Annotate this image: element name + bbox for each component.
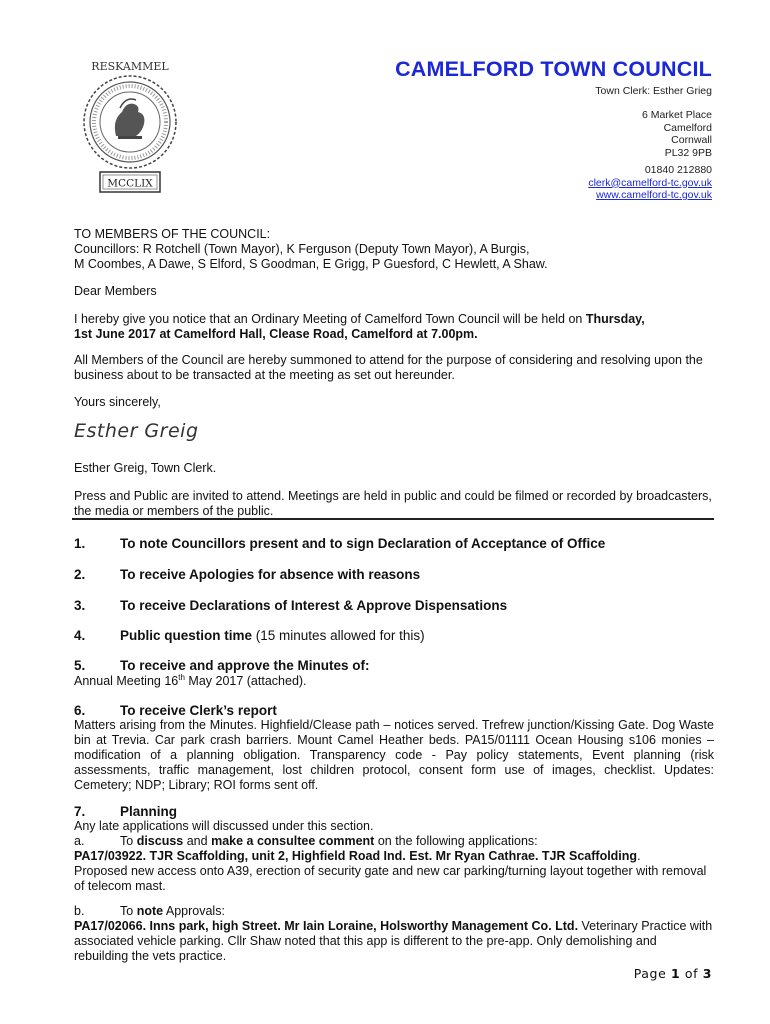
agenda-item-5 [74,658,370,673]
planning-subitem-a [74,834,714,849]
item-number: 3. [74,598,86,613]
item-title: To receive Apologies for absence with reasons [120,567,421,582]
recipients-block [74,227,714,272]
agenda-item-3 [74,598,507,613]
item-number: 1. [74,536,86,551]
crest-seal-icon [84,76,176,168]
subitem-text: To [120,904,134,918]
subitem-label: b. [74,904,85,918]
page-of: of [684,966,699,981]
signoff: Esther Greig, Town Clerk. [74,461,217,475]
agenda-item-6 [74,703,277,718]
recipients-line: M Coombes, A Dawe, S Elford, S Goodman, E Grigg, P Guesford, C Hewlett, A Shaw. [74,257,548,271]
subitem-text: Approvals: [165,904,225,918]
minutes-detail-sup: th [178,672,185,682]
postal-address [642,109,712,159]
address-line: 6 Market Place [641,109,712,121]
item-number: 2. [74,567,86,582]
page-number [634,966,712,981]
address-line: Cornwall [671,134,712,146]
address-line: Camelford [663,121,712,134]
subitem-text: To [120,834,134,848]
clerk-report-body: Matters arising from the Minutes. Highfield/Clease path – notices served. Trefrew junction/Kissing Gate. Dog Waste bin at Trevia. Car park crash barriers. Mount Camel Heather beds. PA15/01111 Ocean Housing s106 monies – modification of a planning obligation. Transparency code - Pay policy statements, Event planning (risk assessments, traffic management, lost children protocol, consent form use of images, checklist. Updates: Cemetery; NDP; Library; ROI forms sent off. [74,718,714,792]
subitem-text: make a consultee comment [211,834,375,848]
application-description: Veterinary Practice with associated vehicle parking. Cllr Shaw noted that this app is different to the pre-app. Only demolishing and rebuilding the vets practice. [74,919,713,963]
item-title: Public question time [120,628,253,643]
crest-year: MCCLIX [107,177,153,190]
agenda-item-1 [74,536,605,551]
item-number: 4. [74,628,86,643]
minutes-detail-text: Annual Meeting 16 [74,674,179,688]
subitem-label: a. [74,834,85,848]
salutation: Dear Members [74,284,157,298]
subitem-text: note [136,904,164,918]
section-divider [72,518,714,520]
council-crest-logo [76,58,184,196]
agenda-item-4 [74,628,425,643]
item-title: To receive and approve the Minutes of: [120,658,370,673]
town-clerk-line: Town Clerk: Esther Grieg [595,85,712,97]
email-link[interactable]: clerk@camelford-tc.gov.uk [588,176,712,189]
notice-text: I hereby give you notice that an Ordinary Meeting of Camelford Town Council will be held on [74,312,583,326]
minutes-detail [74,674,714,689]
application-ref: PA17/03922. TJR Scaffolding, unit 2, Highfield Road Ind. Est. Mr Ryan Cathrae. TJR Scaffolding [74,849,638,863]
item-number: 6. [74,703,86,718]
item-number: 7. [74,804,86,819]
planning-description-a: Proposed new access onto A39, erection of security gate and new car parking/turning layout together with removal of telecom mast. [74,864,707,893]
council-name: CAMELFORD TOWN COUNCIL [395,57,712,81]
notice-date-venue: 1st June 2017 at Camelford Hall, Clease Road, Camelford at 7.00pm. [74,327,478,341]
application-ref: PA17/02066. Inns park, high Street. Mr Iain Loraine, Holsworthy Management Co. Ltd. [74,919,579,933]
application-ref-end: . [637,849,641,863]
press-notice: Press and Public are invited to attend. Meetings are held in public and could be filmed or recorded by broadcasters, the media or members of the public. [74,489,712,518]
minutes-detail-text: May 2017 (attached). [188,674,307,688]
crest-motto: RESKAMMEL [91,60,169,73]
item-title: To receive Declarations of Interest & Approve Dispensations [120,598,508,613]
agenda-item-7 [74,804,177,819]
page-total: 3 [702,966,712,981]
subitem-text: on the following applications: [377,834,538,848]
recipients-line: Councillors: R Rotchell (Town Mayor), K Ferguson (Deputy Town Mayor), A Burgis, [74,242,530,256]
agenda-item-2 [74,567,420,582]
meeting-notice [74,312,714,342]
website-link[interactable]: www.camelford-tc.gov.uk [596,189,712,201]
planning-application-b [74,919,714,964]
closing: Yours sincerely, [74,395,161,409]
page-label: Page [633,966,667,981]
item-title: To receive Clerk’s report [120,703,277,718]
item-note: (15 minutes allowed for this) [255,628,425,643]
address-line: PL32 9PB [664,146,712,159]
planning-intro: Any late applications will discussed under this section. [74,819,374,833]
clerk-signature: Esther Greig [74,420,199,442]
planning-subitem-b [74,904,714,919]
subitem-text: discuss [136,834,184,848]
item-title: To note Councillors present and to sign Declaration of Acceptance of Office [120,536,606,551]
page-current: 1 [670,966,681,981]
contact-details [588,164,712,202]
summons-paragraph: All Members of the Council are hereby summoned to attend for the purpose of considering and resolving upon the business about to be transacted at the meeting as set out hereunder. [74,353,703,382]
item-number: 5. [74,658,86,673]
item-title: Planning [120,804,177,819]
recipients-heading: TO MEMBERS OF THE COUNCIL: [74,227,271,241]
notice-day: Thursday, [585,312,645,326]
planning-application-a [74,849,714,864]
subitem-text: and [186,834,208,848]
phone-number: 01840 212880 [644,164,712,176]
